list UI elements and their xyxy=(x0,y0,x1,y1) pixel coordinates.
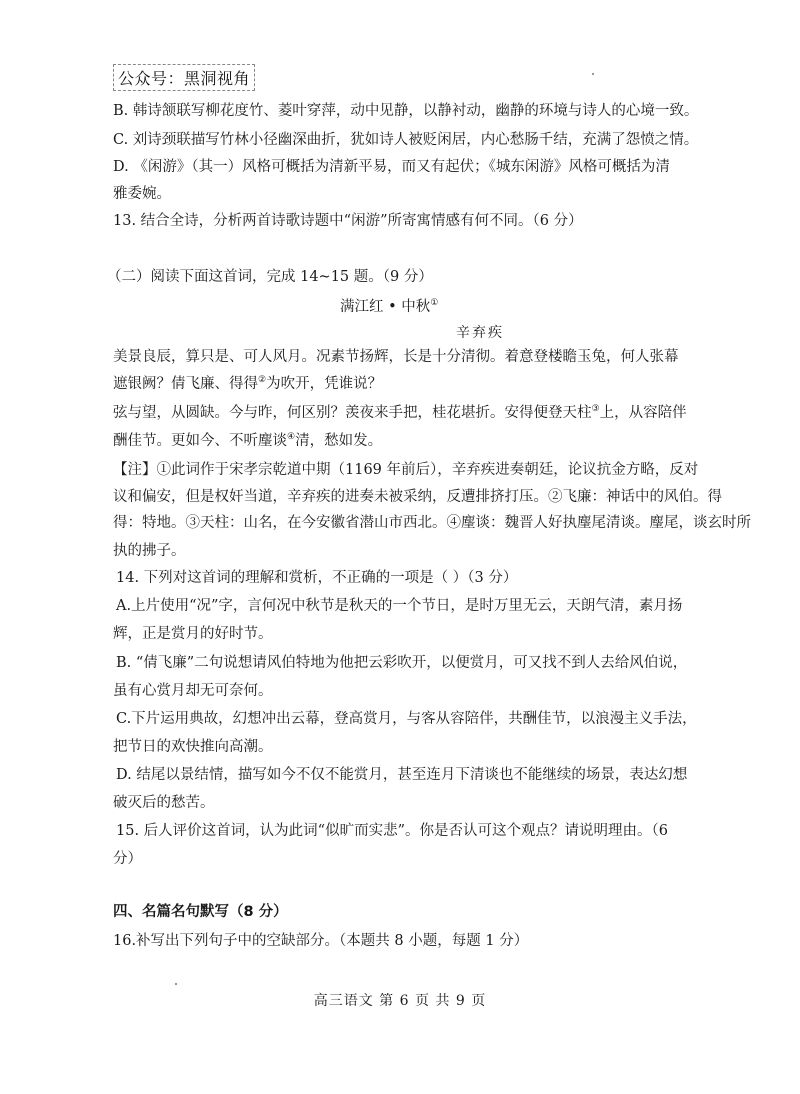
q14-option-c-line2: 把节日的欢快推向高潮。 xyxy=(113,739,273,755)
question-14-stem: 14. 下列对这首词的理解和赏析，不正确的一项是（ ）（3 分） xyxy=(116,570,518,586)
page-footer: 高三语文 第 6 页 共 9 页 xyxy=(313,993,487,1009)
poem-author: 辛弃疾 xyxy=(456,325,504,341)
q12-option-d-line1: D. 《闲游》（其一）风格可概括为清新平易，而又有起伏；《城东闲游》风格可概括为清 xyxy=(113,159,670,175)
section-4-heading: 四、名篇名句默写（8 分） xyxy=(113,904,288,920)
q14-option-a-line1: A.上片使用“况”字，言何况中秋节是秋天的一个节日，是时万里无云，天朗气清，素月扬 xyxy=(116,598,683,614)
note-line-2: 议和偏安，但是权奸当道，辛弃疾的进奏未被采纳，反遭排挤打压。②飞廉：神话中的风伯。得 xyxy=(113,489,722,505)
watermark-logo: 公众号：黑洞视角 xyxy=(113,64,255,91)
poem-line-2: 遮银阙？倩飞廉、得得②为吹开，凭谁说？ xyxy=(113,375,383,392)
q14-option-d-line2: 破灭后的愁苦。 xyxy=(113,795,215,811)
q12-option-d-line2: 雅委婉。 xyxy=(113,186,171,202)
footnote-marker: ① xyxy=(430,298,439,308)
section-2-heading: （二）阅读下面这首词，完成 14~15 题。（9 分） xyxy=(107,269,433,285)
question-16: 16.补写出下列句子中的空缺部分。（本题共 8 小题，每题 1 分） xyxy=(113,933,529,949)
q14-option-c-line1: C.下片运用典故，幻想冲出云幕，登高赏月，与客从容陪伴，共酬佳节，以浪漫主义手法， xyxy=(116,711,697,727)
poem-line-3: 弦与望，从圆缺。今与昨，何区别？羡夜来手把，桂花堪折。安得便登天柱③上，从容陪伴 xyxy=(113,404,687,421)
scan-speck xyxy=(592,73,594,75)
q12-option-c: C. 刘诗颈联描写竹林小径幽深曲折，犹如诗人被贬闲居，内心愁肠千结，充满了怨愤之情。 xyxy=(113,132,699,148)
q12-option-b: B. 韩诗颔联写柳花度竹、菱叶穿萍，动中见静，以静衬动，幽静的环境与诗人的心境一致。 xyxy=(113,103,699,119)
note-line-3: 得：特地。③天柱：山名，在今安徽省潜山市西北。④麈谈：魏晋人好执麈尾清谈。麈尾，谈玄时所 xyxy=(113,515,751,531)
poem-line-1: 美景良辰，算只是、可人风月。况素节扬辉，长是十分清彻。着意登楼瞻玉兔，何人张幕 xyxy=(113,349,679,365)
q14-option-d-line1: D. 结尾以景结情，描写如今不仅不能赏月，甚至连月下清谈也不能继续的场景，表达幻想 xyxy=(116,767,688,783)
scan-speck xyxy=(175,983,177,985)
question-15-line2: 分） xyxy=(113,851,142,867)
poem-title: 满江红 • 中秋① xyxy=(340,298,439,315)
note-line-1: 【注】①此词作于宋孝宗乾道中期（1169 年前后），辛弃疾进奏朝廷，论议抗金方略，反对 xyxy=(113,462,699,478)
q14-option-b-line1: B. “倩飞廉”二句说想请风伯特地为他把云彩吹开，以便赏月，可又找不到人去给风伯说， xyxy=(116,655,688,671)
note-line-4: 执的拂子。 xyxy=(113,543,186,559)
question-13: 13. 结合全诗，分析两首诗歌诗题中“闲游”所寄寓情感有何不同。（6 分） xyxy=(113,213,583,229)
q14-option-b-line2: 虽有心赏月却无可奈何。 xyxy=(113,683,273,699)
question-15-line1: 15. 后人评价这首词，认为此词“似旷而实悲”。你是否认可这个观点？请说明理由。（6 xyxy=(116,823,668,839)
poem-line-4: 酬佳节。更如今、不听麈谈④清，愁如发。 xyxy=(113,432,383,449)
q14-option-a-line2: 辉，正是赏月的好时节。 xyxy=(113,626,273,642)
